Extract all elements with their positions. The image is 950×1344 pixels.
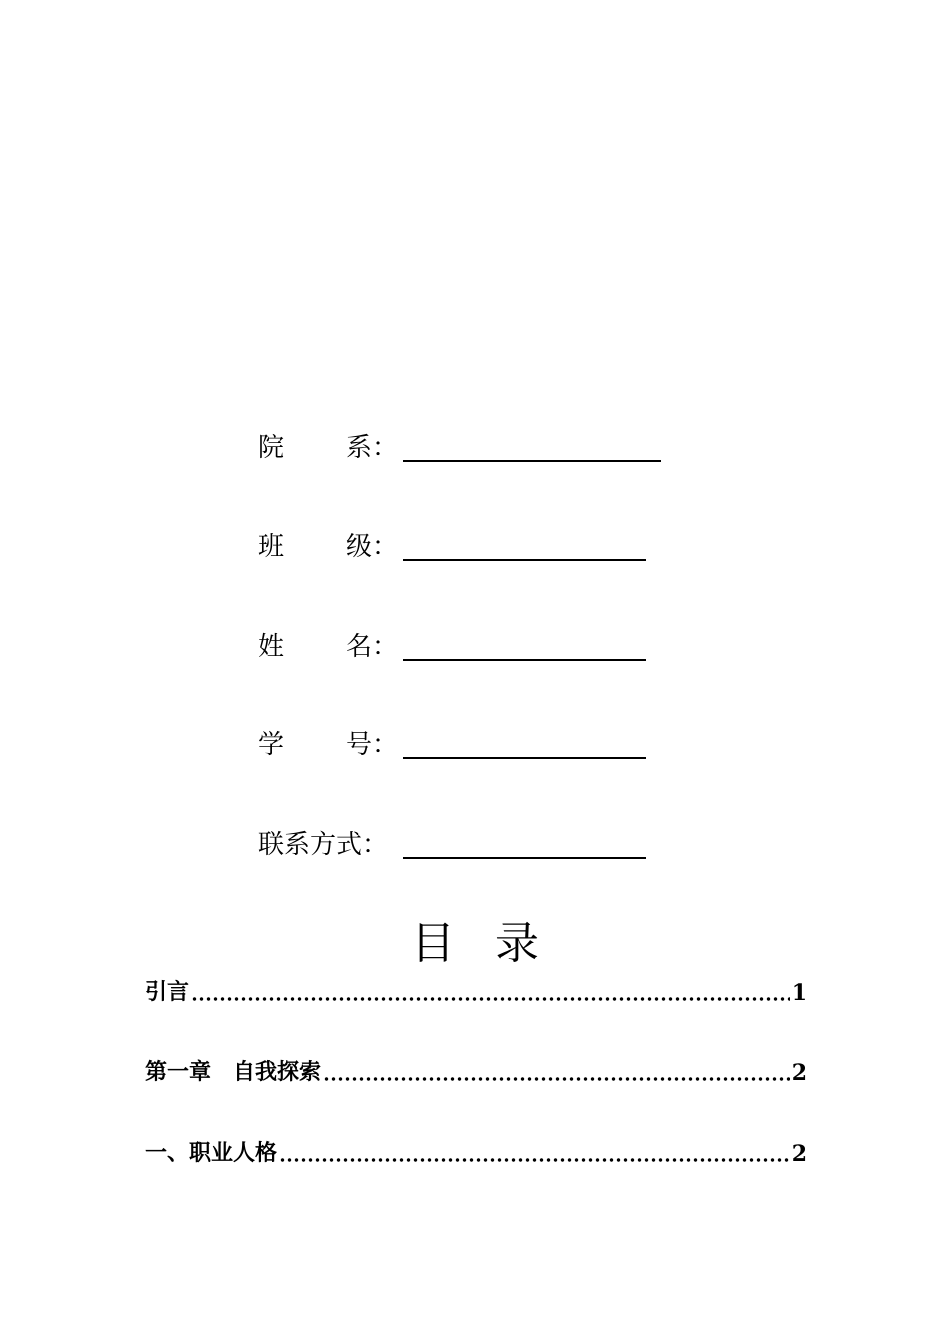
toc-entry-text: 一、职业人格 xyxy=(145,1141,278,1166)
student-id-underline[interactable] xyxy=(403,757,646,759)
name-underline[interactable] xyxy=(403,659,646,661)
toc-title-char1: 目 xyxy=(411,918,455,969)
department-label xyxy=(258,428,400,468)
toc-leader-dots xyxy=(191,994,790,1004)
toc-page-number: 2 xyxy=(791,1141,807,1167)
toc-entry-text: 第一章 自我探索 xyxy=(145,1060,322,1085)
toc-title-char2: 录 xyxy=(495,918,539,969)
class-label-char2: 级： xyxy=(346,532,399,562)
toc-page-number: 2 xyxy=(791,1060,807,1086)
name-label xyxy=(258,627,400,667)
toc-entry-chapter1[interactable] xyxy=(145,1056,807,1090)
name-label-char1: 姓 xyxy=(258,632,285,662)
toc-entry-intro[interactable] xyxy=(145,976,807,1010)
student-id-label xyxy=(258,725,400,765)
contact-underline[interactable] xyxy=(403,857,646,859)
name-label-char2: 名： xyxy=(346,632,399,662)
department-label-char2: 系： xyxy=(346,433,399,463)
toc-entry-career-personality[interactable] xyxy=(145,1137,807,1171)
class-label xyxy=(258,527,400,567)
toc-page-number: 1 xyxy=(791,980,807,1006)
department-underline[interactable] xyxy=(403,460,661,462)
toc-title xyxy=(0,914,950,974)
student-id-label-char2: 号： xyxy=(346,730,399,760)
toc-leader-dots xyxy=(323,1074,790,1084)
class-label-char1: 班 xyxy=(258,532,285,562)
class-underline[interactable] xyxy=(403,559,646,561)
contact-label-text: 联系方式： xyxy=(258,830,389,860)
toc-entry-text: 引言 xyxy=(145,980,190,1005)
student-id-label-char1: 学 xyxy=(258,730,285,760)
contact-label xyxy=(258,825,400,865)
department-label-char1: 院 xyxy=(258,433,285,463)
toc-leader-dots xyxy=(279,1155,790,1165)
